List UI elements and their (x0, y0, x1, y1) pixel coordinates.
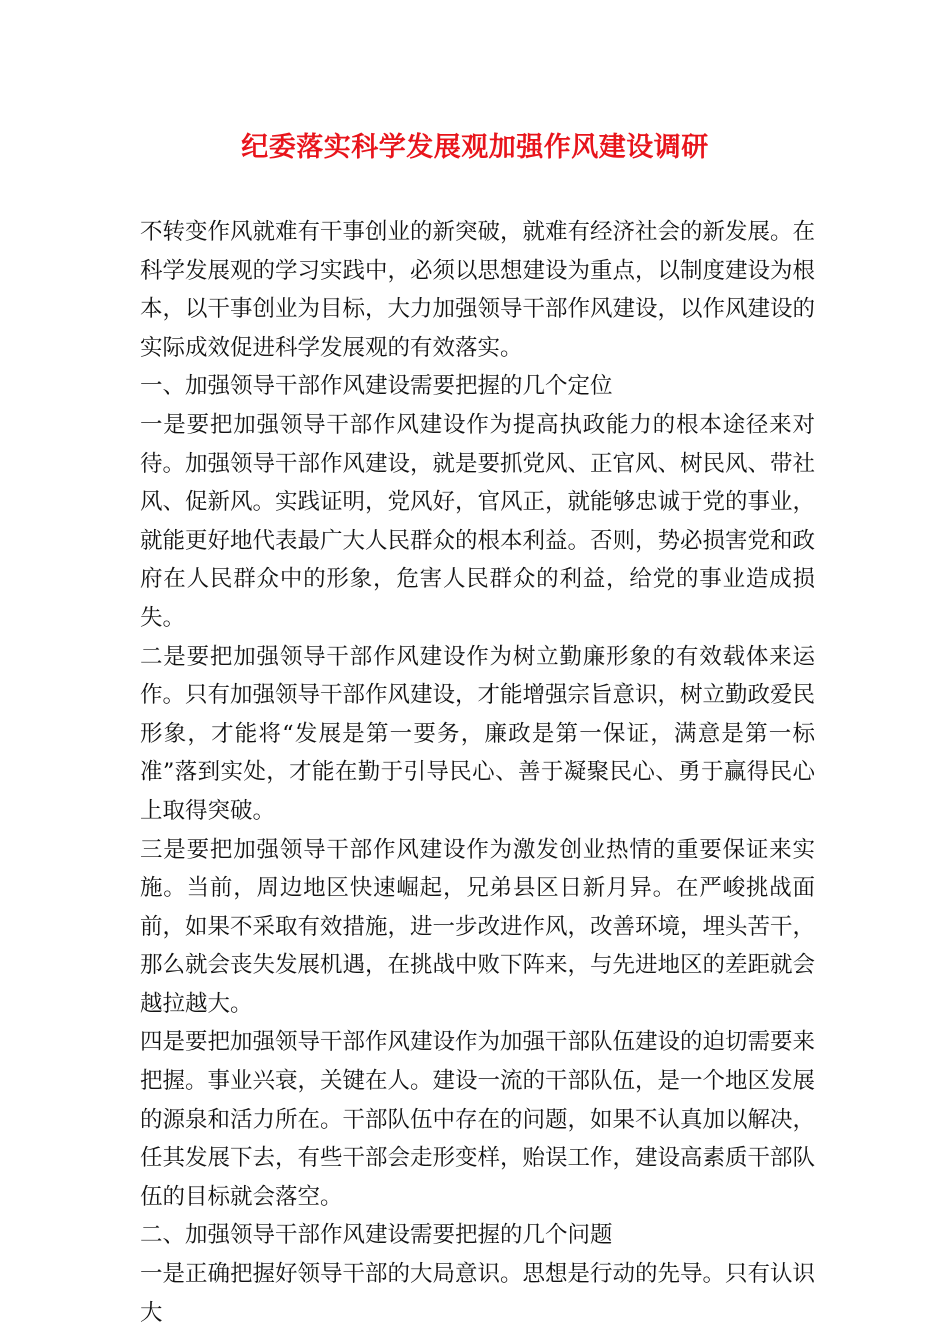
paragraph-point-1: 一是要把加强领导干部作风建设作为提高执政能力的根本途径来对待。加强领导干部作风建设，就是要抓党风、正官风、树民风、带社风、促新风。实践证明，党风好，官风正，就能够忠诚于党的事业，就能更好地代表最广大人民群众的根本利益。否则，势必损害党和政府在人民群众中的形象，危害人民群众的利益，给党的事业造成损失。 (140, 411, 816, 631)
section-heading-1: 一、加强领导干部作风建设需要把握的几个定位 (140, 373, 613, 400)
section-heading-2: 二、加强领导干部作风建设需要把握的几个问题 (140, 1222, 613, 1249)
document-body (140, 213, 815, 1332)
paragraph-point-3: 三是要把加强领导干部作风建设作为激发创业热情的重要保证来实施。当前，周边地区快速崛起，兄弟县区日新月异。在严峻挑战面前，如果不采取有效措施，进一步改进作风，改善环境，埋头苦干，那么就会丧失发展机遇，在挑战中败下阵来，与先进地区的差距就会越拉越大。 (140, 836, 816, 1017)
document-title: 纪委落实科学发展观加强作风建设调研 (241, 132, 709, 163)
paragraph-intro: 不转变作风就难有干事创业的新突破，就难有经济社会的新发展。在科学发展观的学习实践中，必须以思想建设为重点，以制度建设为根本，以干事创业为目标，大力加强领导干部作风建设，以作风建设的实际成效促进科学发展观的有效落实。 (140, 219, 816, 361)
paragraph-point-4: 四是要把加强领导干部作风建设作为加强干部队伍建设的迫切需要来把握。事业兴衰，关键在人。建设一流的干部队伍，是一个地区发展的源泉和活力所在。干部队伍中存在的问题，如果不认真加以解决，任其发展下去，有些干部会走形变样，贻误工作，建设高素质干部队伍的目标就会落空。 (140, 1029, 816, 1210)
paragraph-issue-1: 一是正确把握好领导干部的大局意识。思想是行动的先导。只有认识大 (140, 1261, 816, 1326)
paragraph-point-2: 二是要把加强领导干部作风建设作为树立勤廉形象的有效载体来运作。只有加强领导干部作风建设，才能增强宗旨意识，树立勤政爱民形象，才能将“发展是第一要务，廉政是第一保证，满意是第一标准”落到实处，才能在勤于引导民心、善于凝聚民心、勇于赢得民心上取得突破。 (140, 643, 816, 824)
